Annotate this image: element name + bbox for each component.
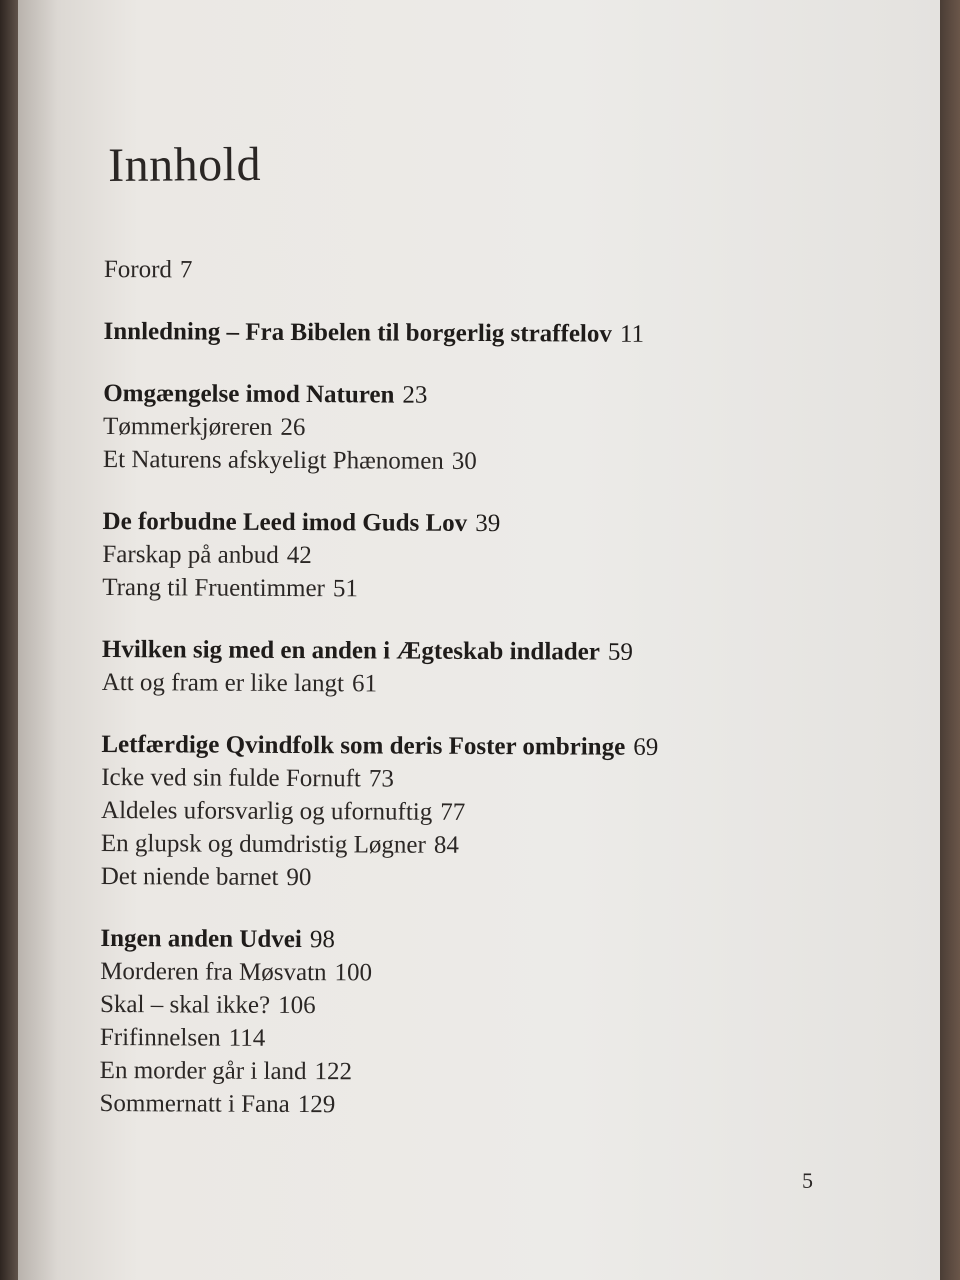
toc-entry-title: En glupsk og dumdristig Løgner [100, 829, 426, 859]
toc-entry-title: Trang til Fruentimmer [102, 573, 326, 603]
toc-entry [101, 827, 821, 864]
toc-entry-page: 106 [278, 991, 316, 1020]
toc-entry-title: Farskap på anbud [102, 540, 279, 569]
toc-entry-title: Sommernatt i Fana [99, 1089, 290, 1118]
toc-entry-page: 26 [280, 413, 306, 442]
page-title: Innhold [108, 137, 262, 192]
toc-chapter-heading [104, 315, 824, 352]
toc-entry [102, 666, 822, 703]
toc-entry-page: 69 [633, 733, 659, 761]
section-gap [102, 604, 822, 637]
toc-entry [101, 761, 821, 798]
toc-chapter-heading [102, 633, 822, 670]
toc-chapter-heading [103, 505, 823, 542]
toc-chapter-heading [101, 728, 821, 765]
toc-entry-page: 90 [286, 863, 312, 892]
toc-entry-page: 114 [228, 1024, 266, 1052]
toc-entry-title: Tømmerkjøreren [103, 412, 273, 441]
toc-entry-title: En morder går i land [99, 1056, 307, 1086]
toc-section [102, 505, 823, 608]
toc-entry-title: De forbudne Leed imod Guds Lov [102, 507, 468, 537]
toc-entry-page: 84 [433, 831, 459, 859]
toc-entry [100, 988, 820, 1025]
toc-entry-page: 42 [286, 541, 312, 570]
toc-section [102, 633, 822, 703]
toc-section [99, 922, 820, 1124]
toc-section [103, 377, 824, 480]
section-gap [102, 699, 822, 732]
section-gap [104, 286, 824, 319]
toc-entry-page: 59 [607, 638, 633, 666]
toc-entry-title: Morderen fra Møsvatn [100, 957, 327, 987]
toc-section [104, 253, 824, 290]
toc-chapter-heading [103, 377, 823, 414]
toc-entry-title: Ingen anden Udvei [100, 924, 302, 954]
toc-entry-page: 23 [402, 381, 428, 409]
toc-entry-title: Aldeles uforsvarlig og ufornuftig [101, 796, 433, 826]
toc-entry [101, 860, 821, 897]
toc-entry-title: Att og fram er like langt [101, 668, 345, 698]
toc-entry-page: 39 [475, 509, 501, 538]
toc-entry-title: Et Naturens afskyeligt Phænomen [102, 445, 444, 475]
section-gap [100, 893, 820, 926]
toc-entry-page: 30 [451, 447, 477, 475]
toc-entry [103, 443, 823, 480]
page-number: 5 [802, 1168, 813, 1193]
toc-entry [100, 1054, 820, 1091]
section-gap [103, 348, 823, 381]
toc-entry-title: Letfærdige Qvindfolk som deris Foster ombringe [101, 730, 626, 761]
toc-entry [100, 955, 820, 992]
toc-entry-page: 77 [440, 798, 466, 826]
toc-entry-page: 98 [309, 926, 335, 954]
table-of-contents [99, 253, 824, 1124]
toc-entry [103, 410, 823, 447]
toc-entry [104, 253, 824, 290]
toc-chapter-heading [100, 922, 820, 959]
toc-entry-title: Omgængelse imod Naturen [103, 379, 395, 409]
toc-entry-title: Skal – skal ikke? [99, 990, 271, 1019]
toc-entry-page: 100 [334, 959, 373, 987]
toc-entry-page: 11 [619, 320, 645, 348]
toc-entry [102, 538, 822, 575]
page-edge [940, 0, 960, 1280]
toc-section [101, 728, 822, 897]
toc-entry-title: Icke ved sin fulde Fornuft [101, 763, 361, 793]
toc-entry-page: 61 [351, 670, 378, 698]
toc-entry-title: Forord [103, 255, 173, 284]
toc-entry-title: Frifinnelsen [99, 1023, 221, 1052]
toc-entry-page: 122 [314, 1058, 353, 1086]
book-page [18, 0, 944, 1280]
toc-entry-title: Innledning – Fra Bibelen til borgerlig straffelov [103, 317, 612, 348]
toc-entry-page: 7 [179, 256, 193, 284]
toc-entry-page: 129 [297, 1091, 336, 1119]
toc-entry-title: Hvilken sig med en anden i Ægteskab indlader [101, 635, 600, 666]
toc-entry-page: 73 [368, 765, 394, 793]
toc-entry-title: Det niende barnet [100, 862, 279, 891]
toc-entry [102, 571, 822, 608]
toc-section [104, 315, 824, 352]
toc-entry-page: 51 [332, 575, 359, 603]
toc-entry [100, 1021, 820, 1058]
toc-entry [101, 794, 821, 831]
toc-entry [99, 1087, 819, 1124]
section-gap [103, 476, 823, 509]
